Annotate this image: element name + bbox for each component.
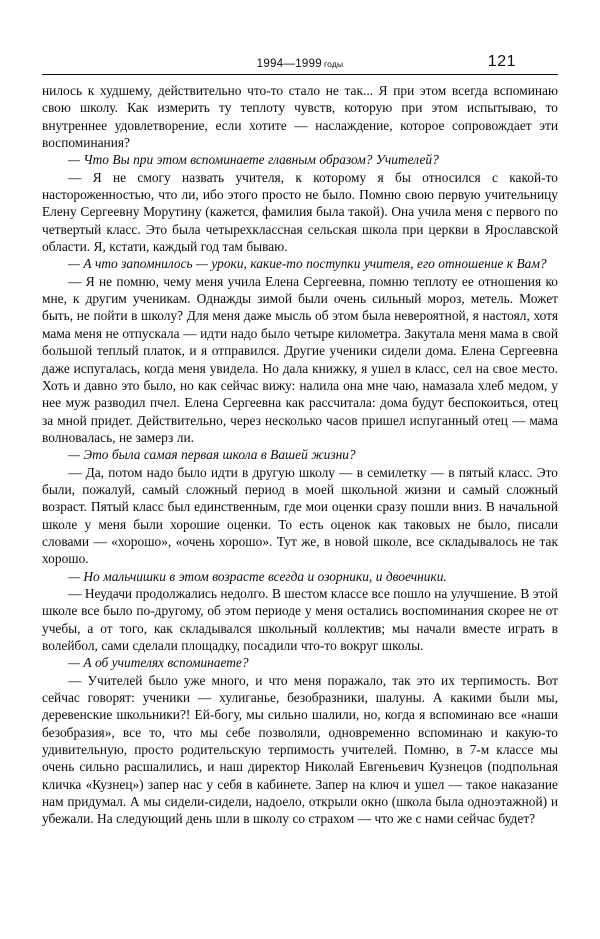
interview-question: — Но мальчишки в этом возрасте всегда и озорники, и двоечники. <box>68 568 447 584</box>
interview-answer: — Да, потом надо было идти в другую школу — в семилетку — в пятый класс. Это были, пожалуй, самый сложный период в моей школьной жизни и самый сложный возраст. Пятый класс был единственным, где мои оценки сразу пошли вниз. В начальной школе у меня были хорошие оценки. То есть оценок как таковых не было, писали словами — «хорошо», «очень хорошо». Тут же, в новой школе, все складывалось не так хорошо. <box>42 464 558 567</box>
interview-question: — Что Вы при этом вспоминаете главным образом? Учителей? <box>68 152 439 168</box>
interview-question: — А что запомнилось — уроки, какие-то поступки учителя, его отношение к Вам? <box>68 256 547 272</box>
running-head-word: годы <box>324 58 344 69</box>
interview-answer: — Я не смогу назвать учителя, к которому я бы относился с какой-то настороженностью, что ли, ибо этого просто не было. Помню свою первую учительницу Елену Сергеевну Морутину (кажется, фамилия была такой). Она учила меня с первого по четвертый класс. Это была четырехклассная сельская школа при церкви в Ярославской области. Я, кстати, каждый год там бываю. <box>42 169 558 255</box>
running-head <box>42 48 558 70</box>
running-head-years: 1994—1999 <box>256 57 323 70</box>
interview-question: — Это была самая первая школа в Вашей жизни? <box>68 447 356 463</box>
interview-answer: — Учителей было уже много, и что меня поражало, так это их терпимость. Вот сейчас говорят: ученики — хулиганье, безобразники, шалуны. А какими были мы, деревенские школьники?! Ей-богу, мы сильно шалили, но, когда я вспоминаю все «наши безобразия», все то, что мы себе позволяли, одновременно вспоминаю и какую-то удивительную, просто родительскую терпимость учителей. Помню, в 7-м классе мы очень сильно расшалились, и наш директор Николай Евгеньевич Кузнецов (подпольная кличка «Кузнец») запер нас у себя в кабинете. Запер на ключ и ушел — такое наказание нам придумал. А мы сидели-сидели, надоело, открыли окно (школа была одноэтажной) и убежали. На следующий день шли в школу со страхом — что же с нами сейчас будет? <box>42 672 558 827</box>
running-head-title <box>257 59 344 71</box>
page-number: 121 <box>487 53 516 70</box>
interview-answer: — Я не помню, чему меня учила Елена Сергеевна, помню теплоту ее отношения ко мне, к другим ученикам. Однажды зимой были очень сильный мороз, метель. Может быть, не пойти в школу? Для меня даже мысль об этом была невероятной, я настоял, хотя мама меня не отпускала — идти надо было четыре километра. Закутала меня мама в свой большой теплый платок, и я отправился. Другие ученики сидели дома. Елена Сергеевна даже испугалась, когда меня увидела. Но дала книжку, я ушел в класс, сел на свое место. Хоть и давно это было, но как сейчас вижу: налила она мне чаю, намазала хлеб медом, у нее муж разводил пчел. Елена Сергеевна как рассчитала: дома будут беспокоиться, отец за мной придет. Действительно, через несколько часов пришел испуганный отец — мама волновалась, не замерз ли. <box>42 273 558 445</box>
text-body <box>42 82 558 828</box>
interview-answer: — Неудачи продолжались недолго. В шестом классе все пошло на улучшение. В этой школе все было по-другому, об этом периоде у меня остались воспоминания скорее не от учебы, а от того, как складывался школьный коллектив; мы начали вместе играть в волейбол, сами сделали площадку, посадили что-то вокруг школы. <box>42 585 559 653</box>
header-rule <box>42 74 558 75</box>
interview-question: — А об учителях вспоминаете? <box>68 655 249 671</box>
paragraph-continued: нилось к худшему, действительно что-то стало не так... Я при этом всегда вспоминаю свою школу. Как измерить ту теплоту чувств, которую при этом испытываю, то внутреннее удовлетворение, если хотите — наслаждение, которое сопровождает эти воспоминания? <box>42 83 558 151</box>
